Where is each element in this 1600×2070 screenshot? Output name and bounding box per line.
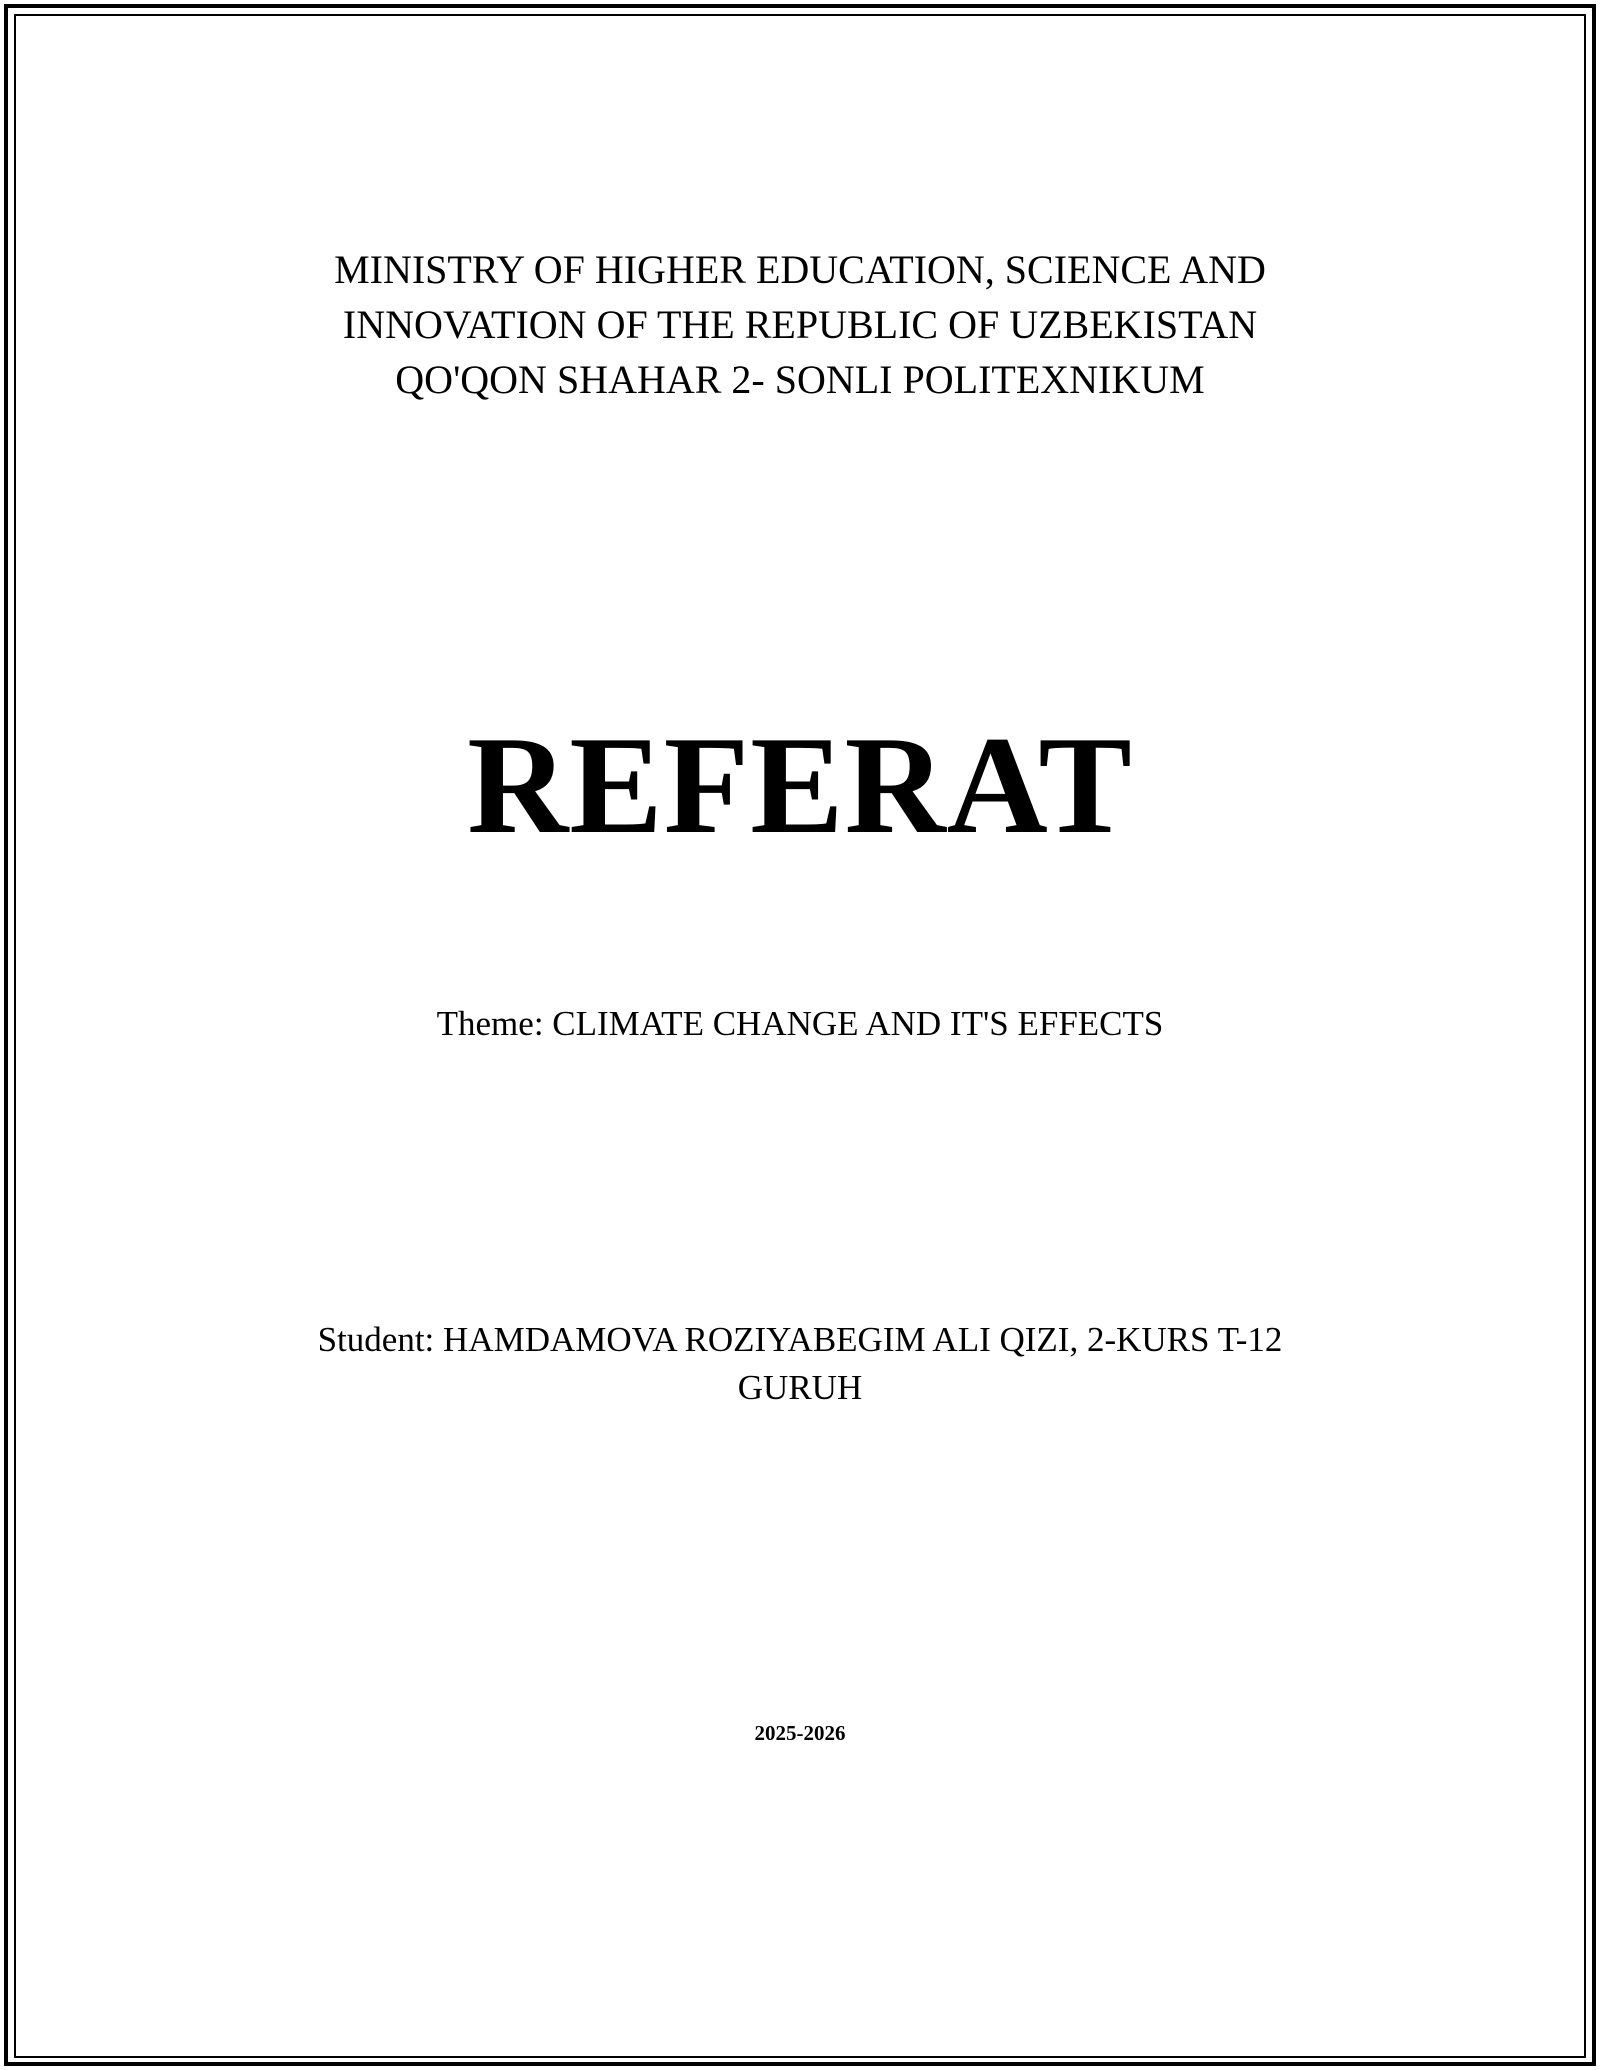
student-info (0, 1316, 1600, 1412)
student-line-1: Student: HAMDAMOVA ROZIYABEGIM ALI QIZI, 2-KURS T-12 (317, 1320, 1283, 1359)
institution-header (0, 242, 1600, 407)
header-line-3: QO'QON SHAHAR 2- SONLI POLITEXNIKUM (395, 357, 1205, 402)
student-line-2: GURUH (737, 1368, 863, 1407)
header-line-2: INNOVATION OF THE REPUBLIC OF UZBEKISTAN (342, 302, 1258, 347)
header-line-1: MINISTRY OF HIGHER EDUCATION, SCIENCE AND (334, 247, 1266, 292)
academic-year: 2025-2026 (754, 1721, 846, 1745)
document-title: REFERAT (467, 708, 1133, 863)
theme-line: Theme: CLIMATE CHANGE AND IT'S EFFECTS (436, 1004, 1164, 1043)
